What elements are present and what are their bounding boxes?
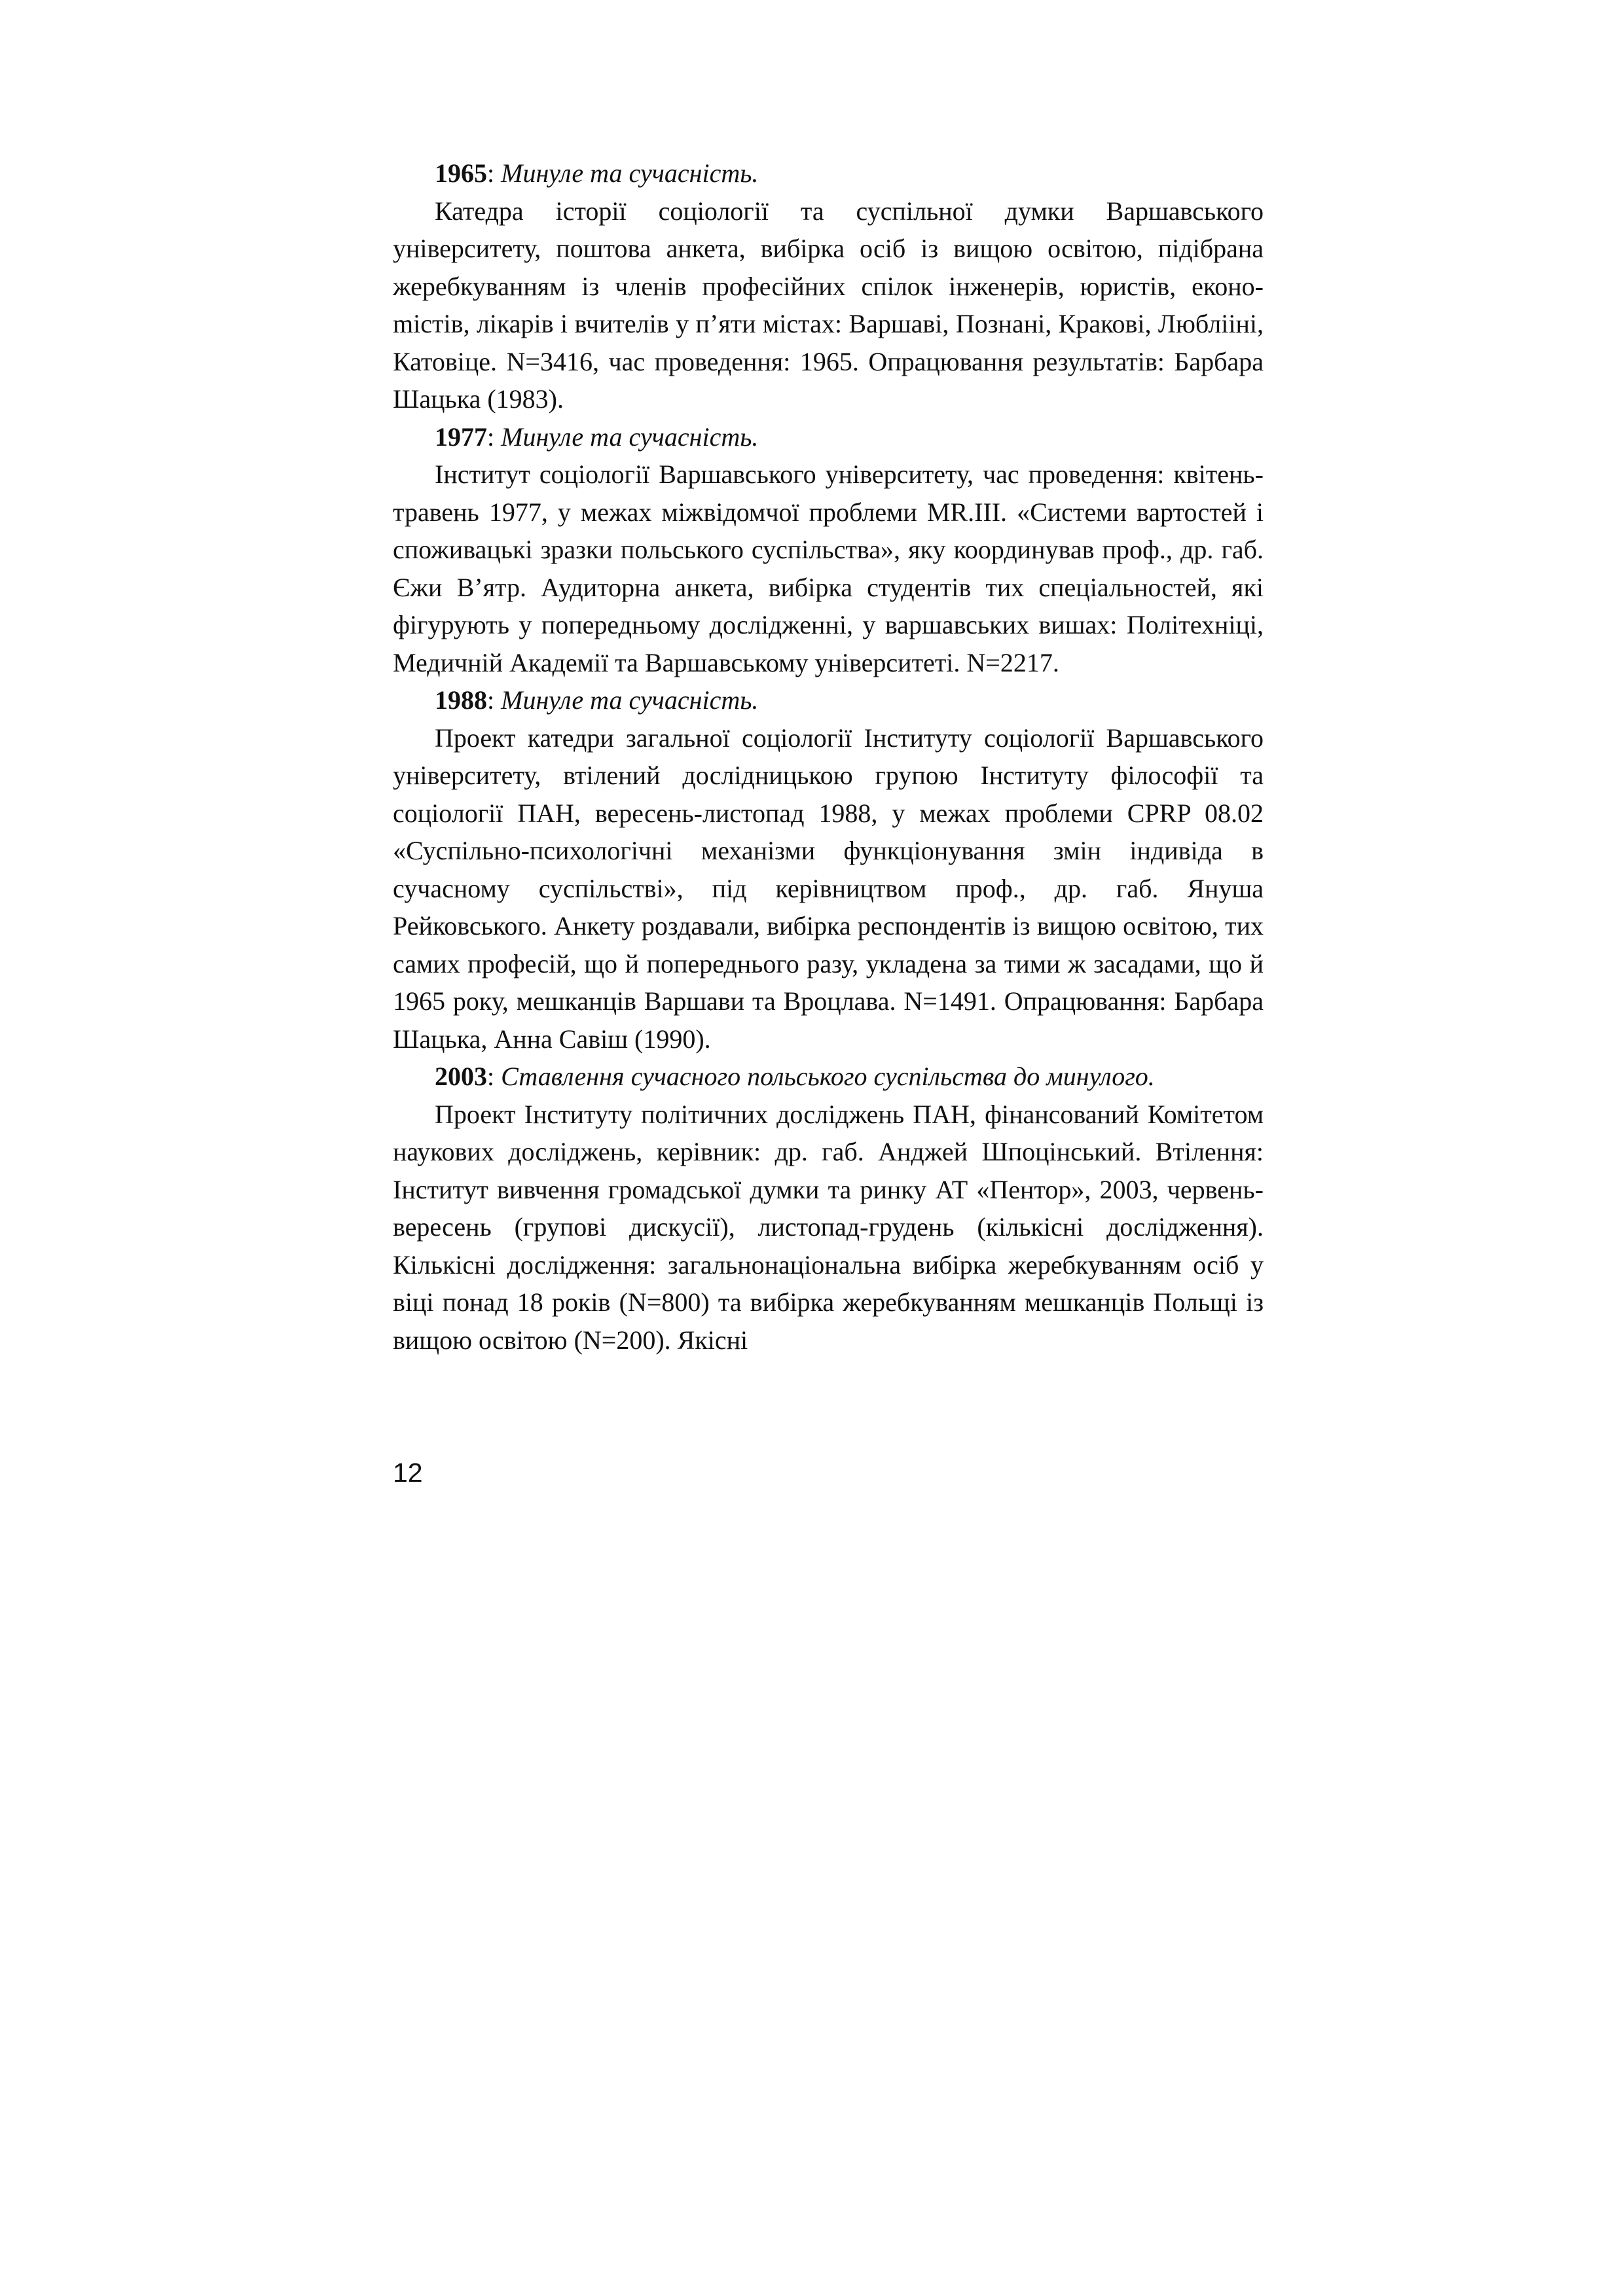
entry-heading-1977	[393, 418, 1264, 456]
entry-separator: :	[487, 422, 501, 452]
entry-heading-1965	[393, 154, 1264, 192]
entry-description-2003: Проект Інституту політичних досліджень ПАН, фінансований Комітетом наукових досліджень, керівник: др. габ. Анджей Шпоцінський. Втілення: Інститут вивчення громадської думки та ринку АТ «Пентор», 2003, червень-вересень (групові дискусії), листопад-грудень (кількісні дослідження). Кількісні дослідження: загальнонаціональна вибірка жеребкуванням осіб у віці понад 18 років (N=800) та вибірка жеребкуванням мешканців Польщі із вищою освітою (N=200). Якісні	[393, 1099, 1264, 1355]
entry-title: Минуле та сучасність.	[501, 422, 759, 452]
entry-description-1988: Проект катедри загальної соціології Інституту соціології Варшавського університету, втілений дослідницькою групою Інституту філософії та соціології ПАН, вересень-листопад 1988, у межах проблеми CPRP 08.02 «Суспільно-психологічні механізми функціонування змін індивіда в сучасному суспільстві», під керівництвом проф., др. габ. Януша Рейковського. Анкету роздавали, вибірка респондентів із вищою освітою, тих самих професій, що й попереднього разу, укладена за тими ж засадами, що й 1965 року, мешканців Варшави та Вроцлава. N=1491. Опрацювання: Барбара Шацька, Анна Савіш (1990).	[393, 723, 1264, 1054]
page-number: 12	[393, 1458, 423, 1488]
entry-title: Ставлення сучасного польського суспільства до минулого.	[501, 1062, 1155, 1091]
entry-year: 1988	[435, 685, 487, 715]
page-text	[393, 154, 1264, 1359]
entry-description-1965: Катедра історії соціології та суспільної думки Варшавського університету, поштова анкета, вибірка осіб із вищою освітою, підібрана жеребкуванням із членів професійних спілок інженерів, юристів, еконоmістів, лікарів і вчителів у п’яти містах: Варшаві, Познані, Кракові, Люблііні, Катовіце. N=3416, час проведення: 1965. Опрацювання результатів: Барбара Шацька (1983).	[393, 196, 1264, 414]
entry-year: 2003	[435, 1062, 487, 1091]
entry-title: Минуле та сучасність.	[501, 158, 759, 188]
entry-description-1977: Інститут соціології Варшавського університету, час проведення: квітень-травень 1977, у межах міжвідомчої проблеми MR.III. «Системи вартостей і споживацькі зразки польського суспільства», яку координував проф., др. габ. Єжи В’ятр. Аудиторна анкета, вибірка студентів тих спеціальностей, які фігурують у попередньому дослідженні, у варшавських вишах: Політехніці, Медичній Академії та Варшавському університеті. N=2217.	[393, 459, 1264, 677]
entry-year: 1965	[435, 158, 487, 188]
entry-year: 1977	[435, 422, 487, 452]
entry-heading-1988	[393, 681, 1264, 719]
entry-separator: :	[487, 685, 501, 715]
entry-title: Минуле та сучасність.	[501, 685, 759, 715]
entry-separator: :	[487, 1062, 501, 1091]
entry-separator: :	[487, 158, 501, 188]
entry-heading-2003	[393, 1058, 1264, 1096]
